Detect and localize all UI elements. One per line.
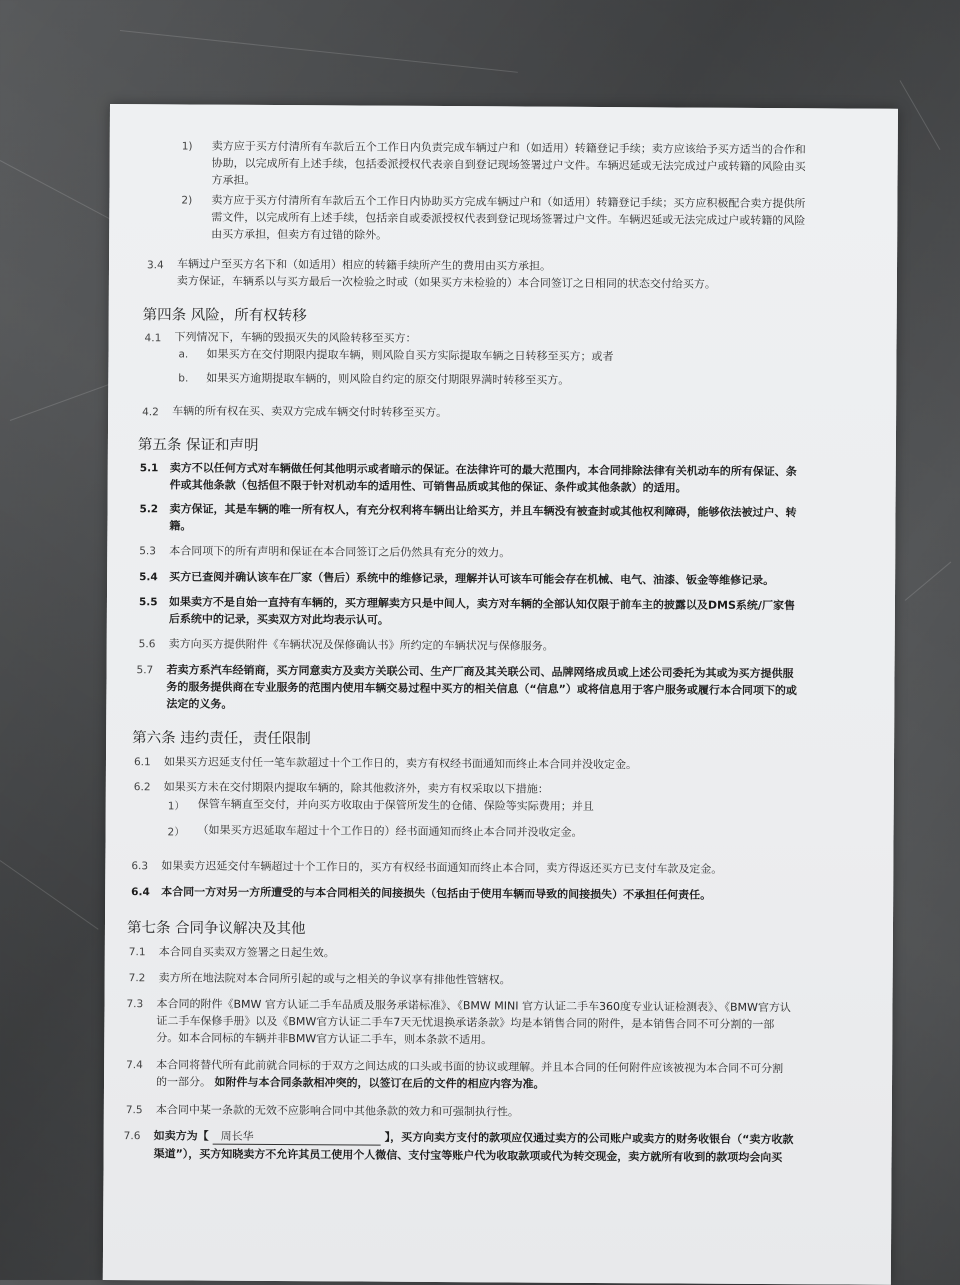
clause-text-part: 】，买方向卖方支付的款项应仅通过卖方的公司账户或卖方的财务收银台（“卖方收款 bbox=[384, 1130, 794, 1147]
clause-text: 由买方承担，但卖方有过错的除外。 bbox=[211, 227, 388, 242]
item-number: b. bbox=[178, 372, 189, 385]
clause-text: 车辆的所有权在买、卖双方完成车辆交付时转移至买方。 bbox=[172, 404, 448, 420]
clause-number: 3.4 bbox=[146, 259, 164, 272]
clause-text: 本合同一方对另一方所遭受的与本合同相关的间接损失（包括由于使用车辆而导致的间接损失）不承担任何责任。 bbox=[161, 885, 712, 902]
clause-text: 卖方向买方提供附件《车辆状况及保修确认书》所约定的车辆状况与保修服务。 bbox=[168, 637, 554, 653]
clause-text: 分。如本合同标的车辆并非BMW官方认证二手车，则本条款不适用。 bbox=[156, 1031, 493, 1047]
clause-text bbox=[156, 1075, 545, 1091]
clause-number: 5.6 bbox=[138, 638, 156, 651]
clause-text: 卖方保证，其是车辆的唯一所有权人，有充分权利将车辆出让给买方，并且车辆没有被查封或其他权利障碍，能够依法被过户、转 bbox=[169, 502, 797, 520]
clause-text: 如果买方未在交付期限内提取车辆的，除其他救济外，卖方有权采取以下措施： bbox=[163, 780, 549, 796]
clause-text: 卖方应于买方付清所有车款后五个工作日内负责完成车辆过户和（如适用）转籍登记手续；卖方应该给予买方适当的合作和 bbox=[211, 139, 806, 157]
marble-vein bbox=[0, 160, 124, 227]
clause-number: 6.1 bbox=[133, 756, 151, 769]
clause-text: 若卖方系汽车经销商，买方同意卖方及卖方关联公司、生产厂商及其关联公司、品牌网络成员或上述公司委托为其或为买方提供服 bbox=[166, 663, 794, 681]
clause-number: 5.4 bbox=[139, 571, 158, 584]
clause-number: 7.4 bbox=[126, 1059, 143, 1072]
clause-text: 协助，以完成所有上述手续，包括委派授权代表亲自到登记现场签署过户文件。车辆迟延或无法完成过户或转籍的风险由买 bbox=[211, 156, 806, 174]
clause-text: 下列情况下，车辆的毁损灭失的风险转移至买方： bbox=[174, 330, 417, 345]
clause-text: 卖方保证，车辆系以与买方最后一次检验之时或（如果买方未检验的）本合同签订之日相同的状态交付给买方。 bbox=[176, 274, 716, 291]
clause-text bbox=[154, 1129, 794, 1148]
marble-vein bbox=[120, 30, 518, 73]
clause-text: 如果卖方不是自始一直持有车辆的，买方理解卖方只是中间人，卖方对车辆的全部认知仅限于前车主的披露以及DMS系统/厂家售 bbox=[168, 595, 796, 613]
clause-text: 方承担。 bbox=[211, 173, 256, 187]
clause-text: （如果买方迟延取车超过十个工作日的）经书面通知而终止本合同并没收定金。 bbox=[197, 823, 583, 839]
clause-text: 籍。 bbox=[169, 519, 192, 533]
clause-number: 7.6 bbox=[123, 1130, 141, 1143]
clause-text: 如果买方在交付期限内提取车辆，则风险自买方实际提取车辆之日转移至买方；或者 bbox=[206, 347, 614, 364]
clause-text: 如果卖方迟延交付车辆超过十个工作日的，买方有权经书面通知而终止本合同，卖方得返还买方已支付车款及定金。 bbox=[161, 859, 723, 876]
clause-text: 后系统中的记录，买卖双方对此均表示认可。 bbox=[168, 612, 389, 627]
clause-text: 需文件，以完成所有上述手续，包括亲自或委派授权代表到登记现场签署过户文件。车辆迟延或无法完成过户或转籍的风险 bbox=[211, 210, 806, 228]
clause-text: 证二手车保修手册》以及《BMW官方认证二手车7天无忧退换承诺条款》均是本销售合同的附件，是本销售合同不可分割的一部 bbox=[156, 1014, 775, 1032]
clause-text: 卖方不以任何方式对车辆做任何其他明示或者暗示的保证。在法律许可的最大范围内，本合同排除法律有关机动车的所有保证、条 bbox=[169, 461, 797, 479]
clause-text: 本合同自买卖双方签署之日起生效。 bbox=[158, 945, 335, 960]
clause-text: 本合同中某一条款的无效不应影响合同中其他条款的效力和可强制执行性。 bbox=[155, 1103, 519, 1119]
marble-vein bbox=[10, 382, 114, 421]
clause-number: 5.3 bbox=[139, 545, 157, 558]
clause-number: 4.2 bbox=[142, 406, 159, 419]
article-heading: 第六条 违约责任，责任限制 bbox=[132, 730, 311, 748]
clause-text: 保管车辆直至交付，并向买方收取由于保管所发生的仓储、保险等实际费用；并且 bbox=[197, 797, 594, 813]
clause-text: 如果买方逾期提取车辆的，则风险自约定的原交付期限界满时转移至买方。 bbox=[206, 371, 570, 387]
item-number: a. bbox=[178, 348, 189, 361]
marble-vein bbox=[905, 562, 952, 601]
item-number: 1） bbox=[167, 800, 185, 813]
clause-text: 本合同的附件《BMW 官方认证二手车品质及服务承诺标准》、《BMW MINI 官方认证二手车360度专业认证检测表》、《BMW官方认 bbox=[156, 997, 791, 1015]
article-heading: 第四条 风险，所有权转移 bbox=[142, 307, 307, 325]
clause-text: 车辆过户至买方名下和（如适用）相应的转籍手续所产生的费用由买方承担。 bbox=[176, 257, 552, 273]
clause-text: 卖方所在地法院对本合同所引起的或与之相关的争议享有排他性管辖权。 bbox=[158, 971, 511, 987]
clause-number: 4.1 bbox=[144, 332, 162, 345]
clause-number: 6.2 bbox=[133, 781, 151, 794]
marble-vein bbox=[900, 80, 941, 150]
clause-number: 7.5 bbox=[125, 1104, 143, 1117]
clause-number: 5.2 bbox=[139, 503, 159, 516]
clause-text: 件或其他条款（包括但不限于针对机动车的适用性、可销售品质或其他的保证、条件或其他条款）的适用。 bbox=[169, 478, 687, 495]
clause-number: 6.3 bbox=[131, 860, 149, 873]
clause-number: 5.1 bbox=[139, 462, 159, 475]
item-number: 2) bbox=[181, 194, 193, 207]
article-heading: 第七条 合同争议解决及其他 bbox=[126, 920, 306, 938]
clause-text: 法定的义务。 bbox=[166, 697, 233, 711]
clause-number: 6.4 bbox=[131, 886, 150, 899]
clause-text: 本合同项下的所有声明和保证在本合同签订之后仍然具有充分的效力。 bbox=[169, 544, 511, 560]
clause-number: 7.1 bbox=[128, 946, 146, 959]
clause-number: 7.2 bbox=[128, 972, 146, 985]
item-number: 1) bbox=[181, 140, 193, 153]
clause-text: 渠道”），买方知晓卖方不允许其员工使用个人微信、支付宝等账户代为收取款项或代为转交现金，卖方就所有收到的款项均会向买 bbox=[153, 1147, 783, 1165]
article-heading: 第五条 保证和声明 bbox=[137, 437, 259, 454]
clause-number: 7.3 bbox=[126, 998, 144, 1011]
clause-text: 卖方应于买方付清所有车款后五个工作日内协助买方完成车辆过户和（如适用）转籍登记手续；买方应积极配合卖方提供所 bbox=[211, 193, 806, 211]
clause-text: 本合同将替代所有此前就合同标的于双方之间达成的口头或书面的协议或理解。并且本合同的任何附件应该被视为本合同不可分割 bbox=[156, 1058, 784, 1076]
clause-text: 如果买方迟延支付任一笔车款超过十个工作日的，卖方有权经书面通知而终止本合同并没收定金。 bbox=[163, 755, 638, 772]
clause-number: 5.7 bbox=[136, 664, 154, 677]
clause-text: 买方已查阅并确认该车在厂家（售后）系统中的维修记录，理解并认可该车可能会存在机械、电气、油漆、钣金等维修记录。 bbox=[169, 570, 775, 588]
item-number: 2） bbox=[167, 826, 185, 839]
marble-vein bbox=[0, 860, 99, 930]
clause-text-bold: 如附件与本合同条款相冲突的，以签订在后的文件的相应内容为准。 bbox=[214, 1075, 545, 1091]
clause-text-part: 的一部分。 bbox=[155, 1075, 212, 1089]
clause-number: 5.5 bbox=[138, 596, 158, 609]
clause-text: 务的服务提供商在专业服务的范围内使用车辆交易过程中买方的相关信息（“信息”）或将信息用于客户服务或履行本合同项下的或 bbox=[166, 680, 797, 698]
clause-text-part: 如卖方为【 bbox=[153, 1129, 209, 1143]
contract-page bbox=[103, 104, 898, 1285]
seller-name-field[interactable]: 周长华 bbox=[213, 1130, 381, 1146]
